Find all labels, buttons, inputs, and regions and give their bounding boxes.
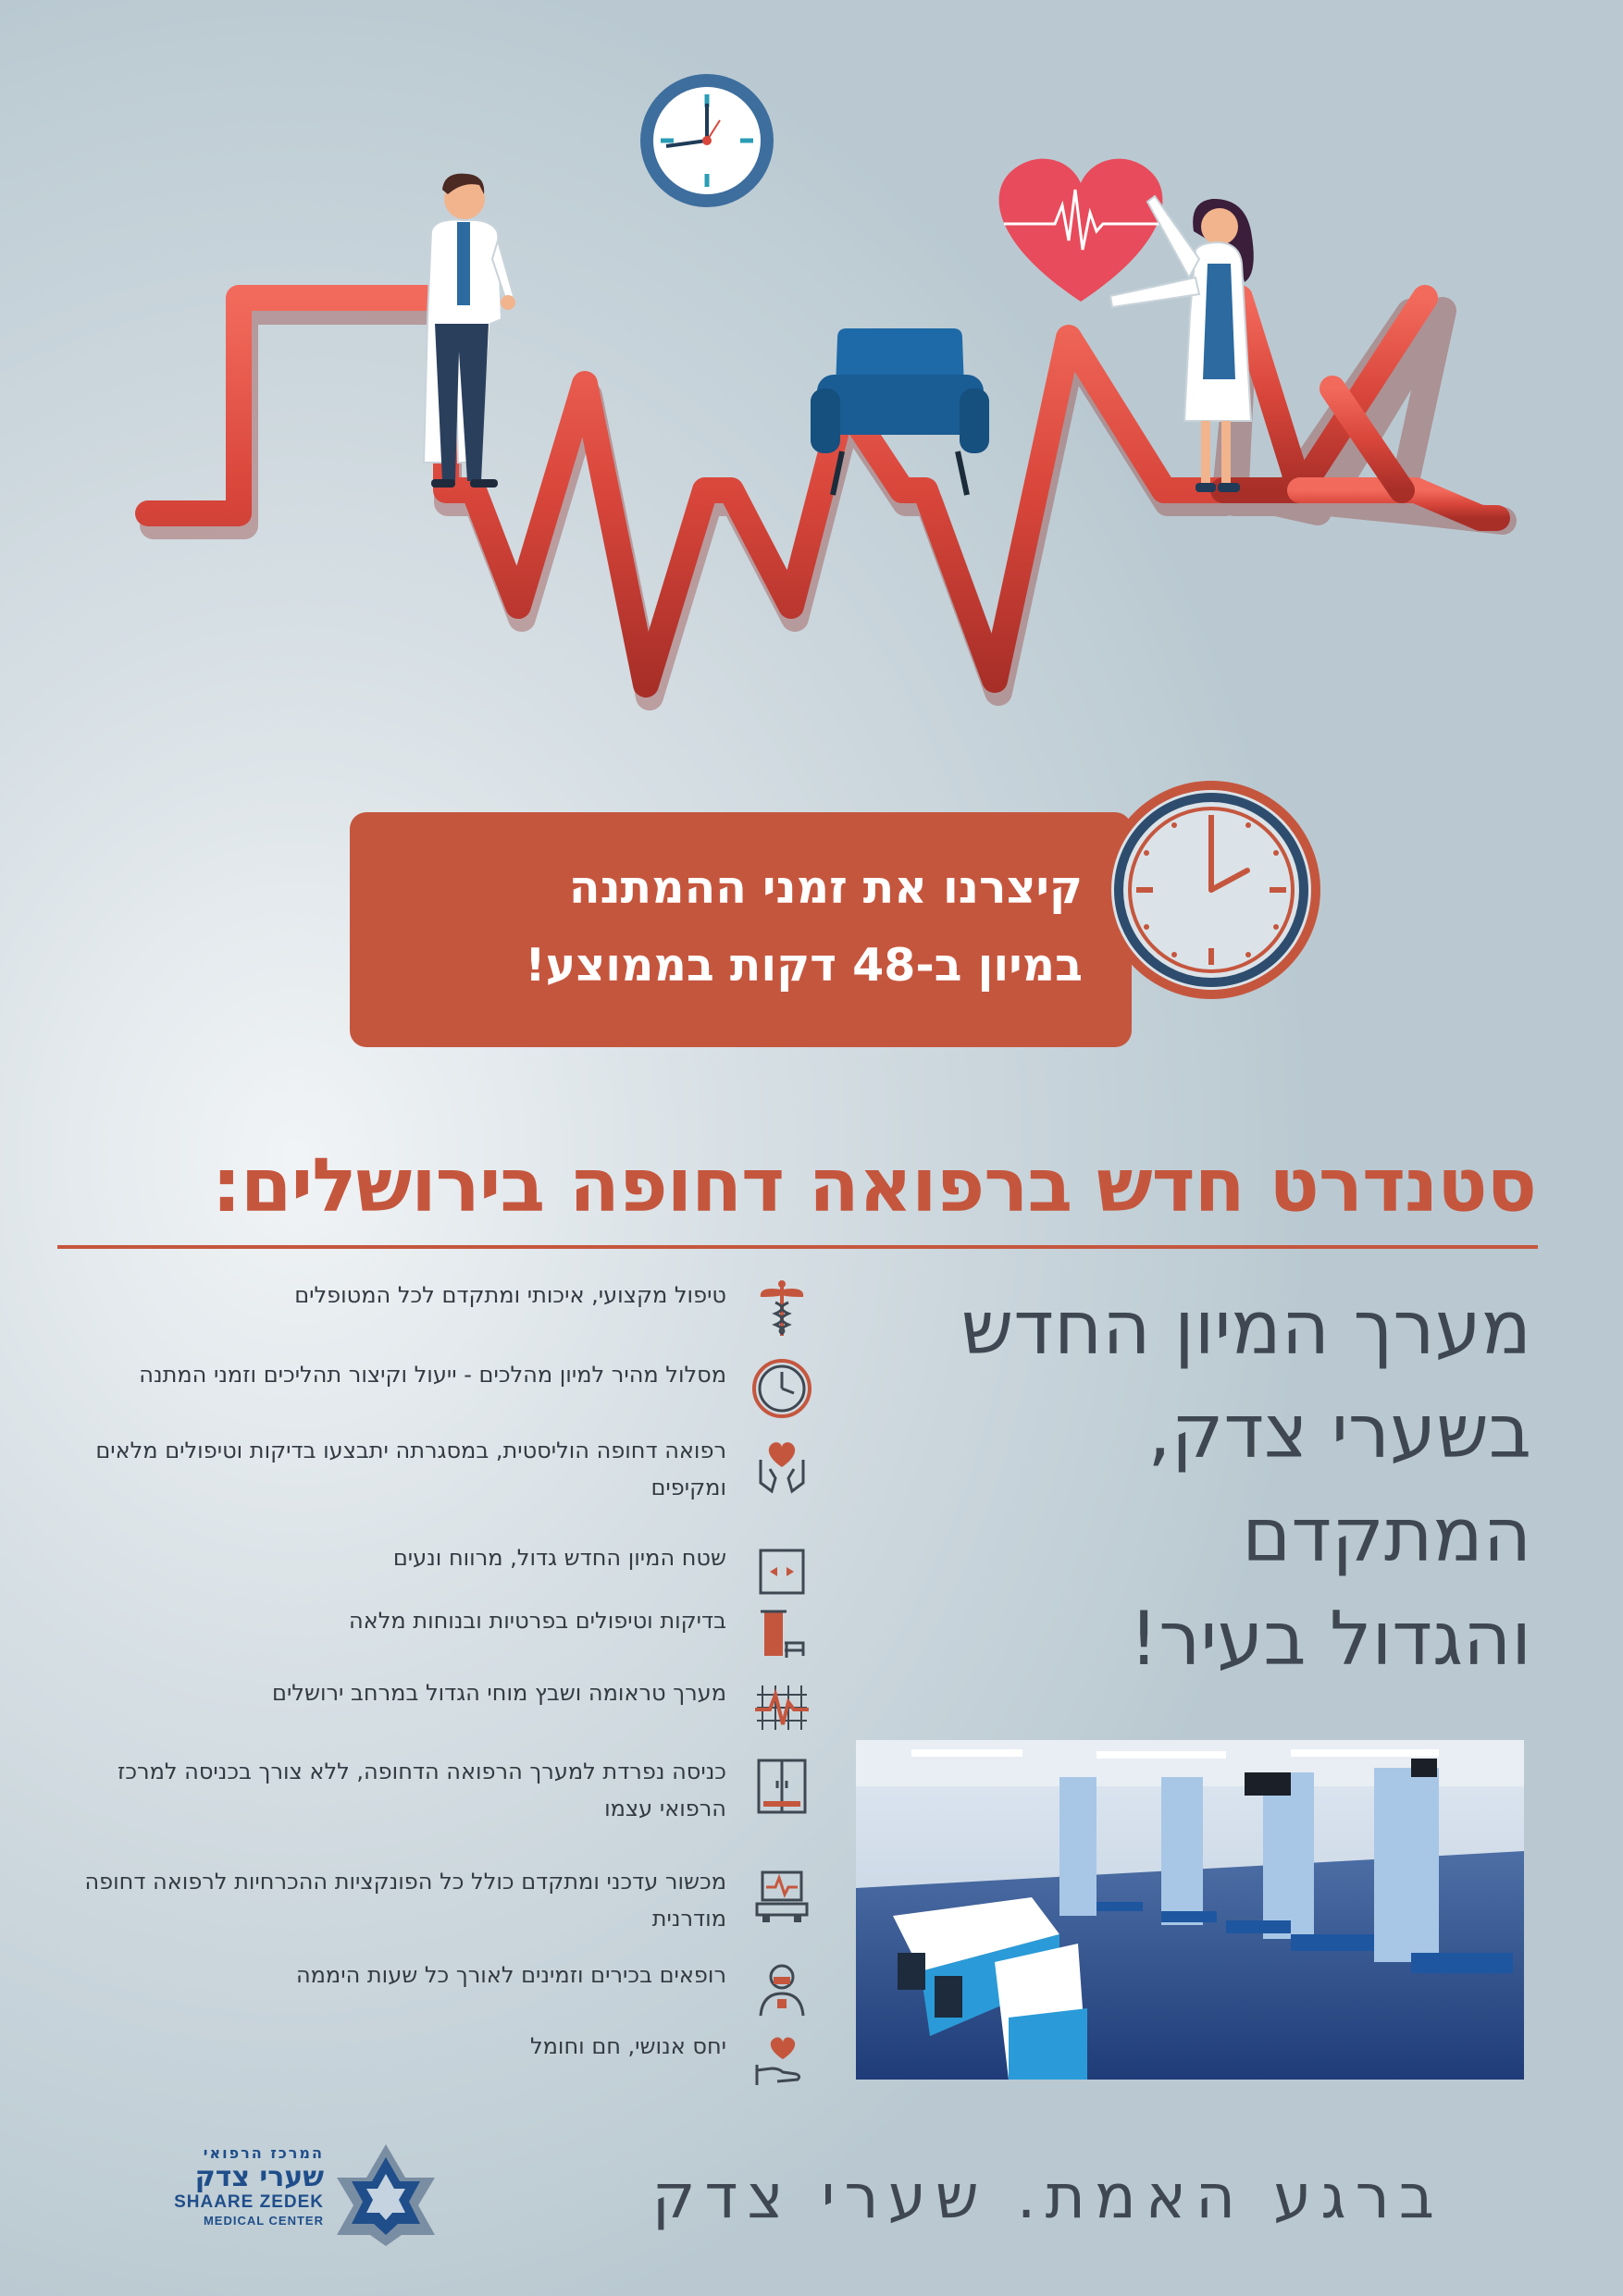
male-doctor-figure <box>424 174 515 488</box>
heart-hands-icon <box>750 1432 814 1497</box>
feature-text: מסלול מהיר למיון מהלכים - ייעול וקיצור תהליכים וזמני המתנה <box>139 1362 726 1388</box>
wall-clock-icon <box>640 74 774 207</box>
feature-item <box>56 1277 814 1341</box>
er-intro-line-3: המתקדם <box>1242 1492 1531 1578</box>
ecg-line <box>148 298 1503 697</box>
er-intro-line-1: מערך המיון החדש <box>960 1285 1531 1371</box>
feature-item <box>56 1957 814 2021</box>
hero-illustration <box>0 0 1623 759</box>
footer-tagline: ברגע האמת. שערי צדק <box>651 2161 1443 2232</box>
wait-time-banner-text <box>370 849 1083 1005</box>
er-intro-text <box>814 1277 1531 1691</box>
emergency-room-photo <box>856 1740 1524 2080</box>
logo-english-name: SHAARE ZEDEK <box>174 2192 324 2212</box>
er-intro-line-4: והגדול בעיר! <box>1129 1596 1531 1682</box>
headline-divider <box>57 1245 1538 1249</box>
feature-text: רופאים בכירים וזמינים לאורך כל שעות היממה <box>295 1962 726 1988</box>
logo-hebrew-subtitle: המרכז הרפואי <box>203 2144 324 2162</box>
clock-icon <box>750 1356 814 1421</box>
feature-text: יחס אנושי, חם וחומל <box>529 2033 726 2059</box>
feature-item <box>56 1602 814 1667</box>
logo-english-subtitle: MEDICAL CENTER <box>203 2214 324 2228</box>
feature-text: שטח המיון החדש גדול, מרווח ונעים <box>392 1545 726 1571</box>
feature-text: בדיקות וטיפולים בפרטיות ובנוחות מלאה <box>349 1608 726 1634</box>
feature-item <box>56 1539 814 1604</box>
feature-text: רפואה דחופה הוליסטית, במסגרתה יתבצעו בדיקות וטיפולים מלאים ומקיפים <box>95 1438 726 1500</box>
feature-item <box>56 1753 814 1836</box>
er-intro-line-2: בשערי צדק, <box>1147 1389 1531 1475</box>
monitor-icon <box>750 1863 814 1928</box>
feature-item <box>56 1674 814 1739</box>
space-icon <box>750 1539 814 1604</box>
banner-line-1: קיצרנו את זמני ההמתנה <box>568 861 1083 914</box>
feature-item <box>56 1356 814 1421</box>
feature-item <box>56 2028 814 2092</box>
banner-clock-icon <box>1099 778 1323 1002</box>
trauma-icon <box>750 1674 814 1739</box>
feature-text: מערך טראומה ושבץ מוחי הגדול במרחב ירושלים <box>272 1680 726 1706</box>
feature-text: כניסה נפרדת למערך הרפואה הדחופה, ללא צורך בכניסה למרכז הרפואי עצמו <box>118 1759 726 1821</box>
caduceus-icon <box>750 1277 814 1341</box>
door-icon <box>750 1753 814 1818</box>
heart-ecg-icon <box>999 159 1163 302</box>
banner-line-2: במיון ב-48 דקות בממוצע! <box>525 939 1083 992</box>
feature-text: טיפול מקצועי, איכותי ומתקדם לכל המטופלים <box>294 1282 726 1308</box>
logo-hebrew-name: שערי צדק <box>194 2161 324 2193</box>
caring-heart-icon <box>750 2028 814 2092</box>
privacy-icon <box>750 1602 814 1667</box>
feature-item <box>56 1863 814 1946</box>
doctor-icon <box>750 1957 814 2021</box>
feature-text: מכשור עדכני ומתקדם כולל כל הפונקציות ההכרחיות לרפואה דחופה מודרנית <box>84 1869 726 1932</box>
shaare-zedek-logo-icon <box>331 2139 440 2248</box>
feature-item <box>56 1432 814 1515</box>
main-headline: סטנדרט חדש ברפואה דחופה בירושלים: <box>211 1142 1536 1228</box>
